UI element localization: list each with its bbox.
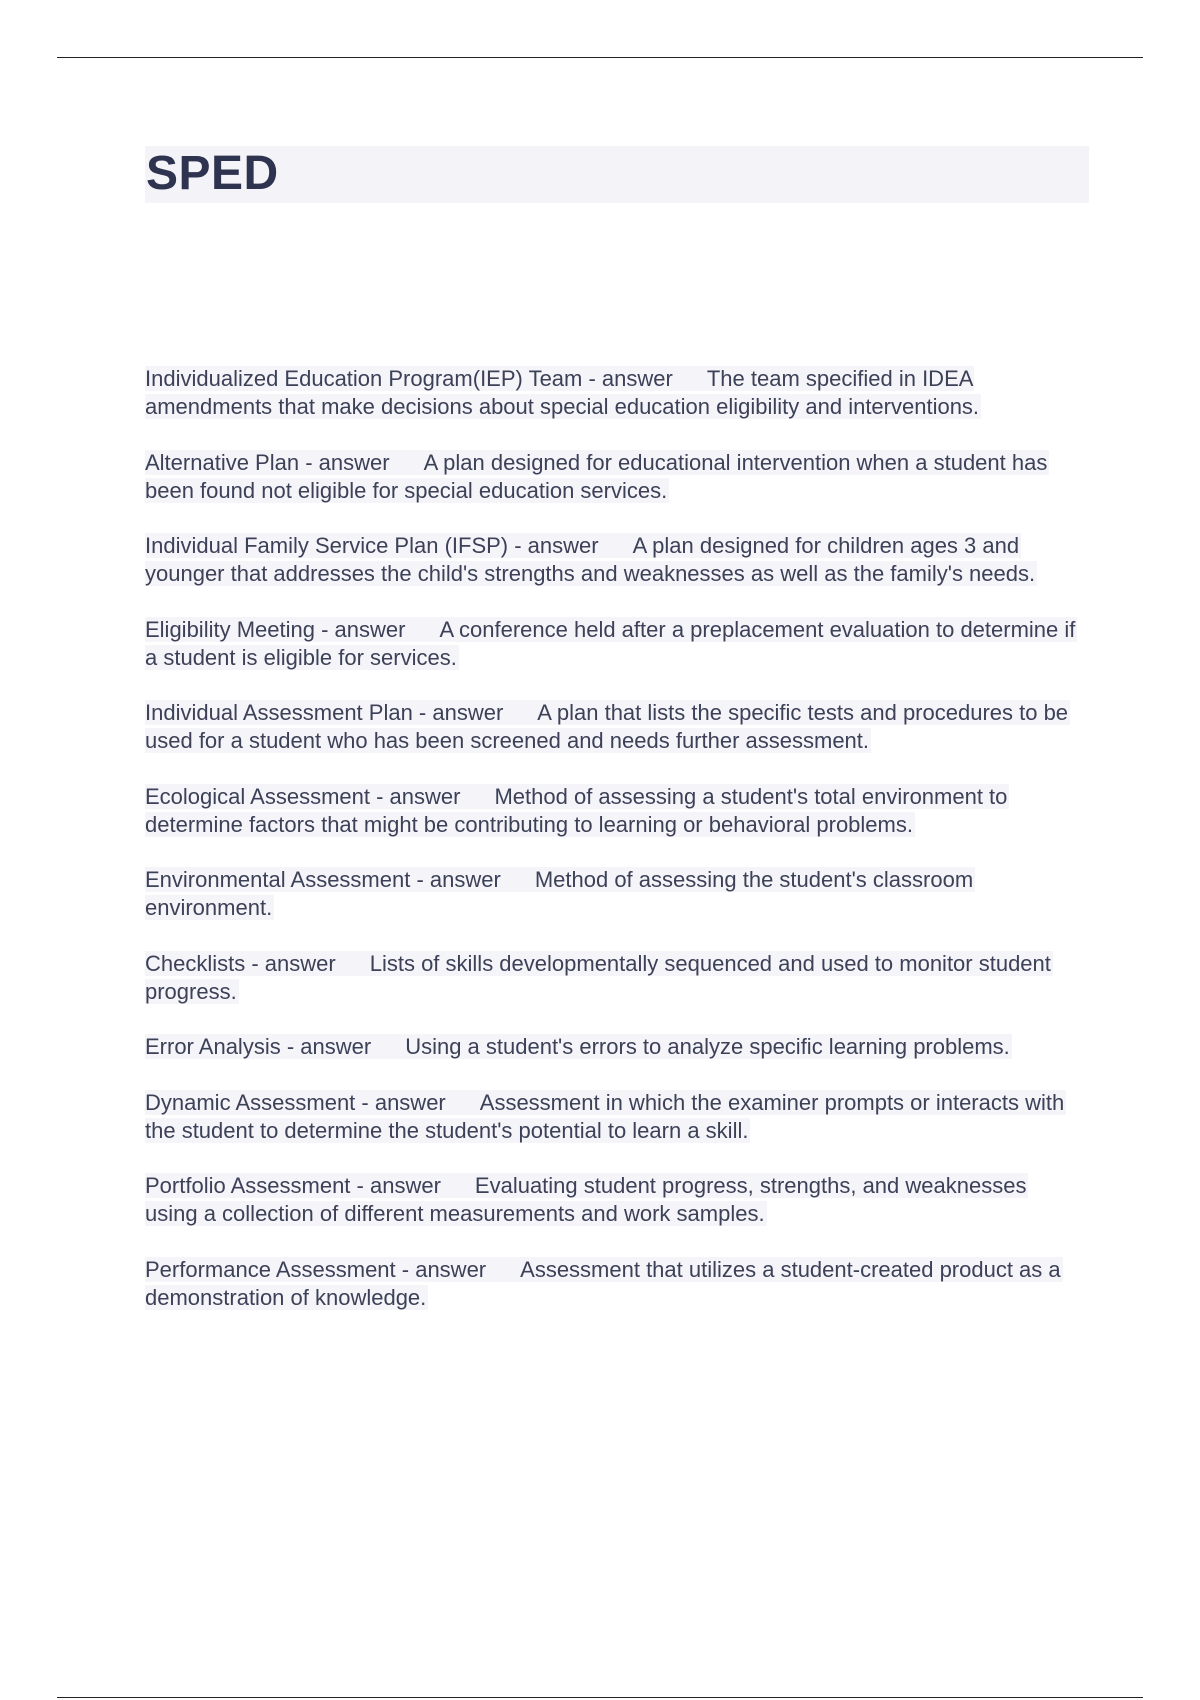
entry-term: Individual Family Service Plan (IFSP) - answer: [145, 533, 599, 558]
entry-term: Portfolio Assessment - answer: [145, 1173, 441, 1198]
entry-definition: Assessment that utilizes a student-created product as a demonstration of knowledge.: [145, 1256, 1061, 1310]
list-item: [145, 866, 1080, 922]
title-band: [145, 146, 1089, 203]
entry-term: Performance Assessment - answer: [145, 1256, 487, 1282]
list-item: [145, 365, 1080, 421]
entry-term: Eligibility Meeting - answer: [145, 616, 406, 642]
list-item: [145, 783, 1080, 839]
entry-definition: A conference held after a preplacement evaluation to determine if a student is eligible for services.: [145, 616, 1076, 670]
entry-definition: A plan that lists the specific tests and procedures to be used for a student who has been screened and needs further assessment.: [145, 700, 1069, 753]
list-item: [145, 1089, 1080, 1145]
entry-term: Individual Assessment Plan - answer: [145, 700, 504, 725]
entry-definition: Method of assessing the student's classroom environment.: [145, 867, 974, 920]
entry-term: Checklists - answer: [145, 950, 336, 976]
entry-definition: Method of assessing a student's total environment to determine factors that might be contributing to learning or behavioral problems.: [145, 783, 1008, 837]
list-item: [145, 1256, 1080, 1312]
entry-definition: A plan designed for educational intervention when a student has been found not eligible for special education services.: [145, 449, 1048, 503]
entry-term: Environmental Assessment - answer: [145, 867, 501, 892]
entry-definition: Using a student's errors to analyze specific learning problems.: [405, 1034, 1010, 1059]
entry-definition: A plan designed for children ages 3 and younger that addresses the child's strengths and weaknesses as well as the family's needs.: [145, 533, 1036, 586]
list-item: [145, 449, 1080, 505]
list-item: [145, 1172, 1080, 1228]
entry-definition: Assessment in which the examiner prompts or interacts with the student to determine the student's potential to learn a skill.: [145, 1089, 1065, 1143]
entry-definition: The team specified in IDEA amendments that make decisions about special education eligibility and interventions.: [145, 366, 980, 419]
entry-term: Individualized Education Program(IEP) Team - answer: [145, 366, 673, 391]
list-item: [145, 616, 1080, 672]
entry-term: Dynamic Assessment - answer: [145, 1089, 446, 1115]
entry-term: Alternative Plan - answer: [145, 449, 390, 475]
footer-rule: [57, 1697, 1143, 1698]
list-item: [145, 699, 1080, 755]
header-rule: [57, 57, 1143, 58]
entry-term: Error Analysis - answer: [145, 1034, 372, 1059]
entry-definition: Evaluating student progress, strengths, and weaknesses using a collection of different measurements and work samples.: [145, 1173, 1027, 1226]
entry-term: Ecological Assessment - answer: [145, 783, 461, 809]
page-title: SPED: [146, 147, 279, 200]
list-item: [145, 1033, 1080, 1061]
entry-list: [145, 365, 1080, 1339]
list-item: [145, 950, 1080, 1006]
entry-definition: Lists of skills developmentally sequenced and used to monitor student progress.: [145, 950, 1051, 1004]
list-item: [145, 532, 1080, 588]
